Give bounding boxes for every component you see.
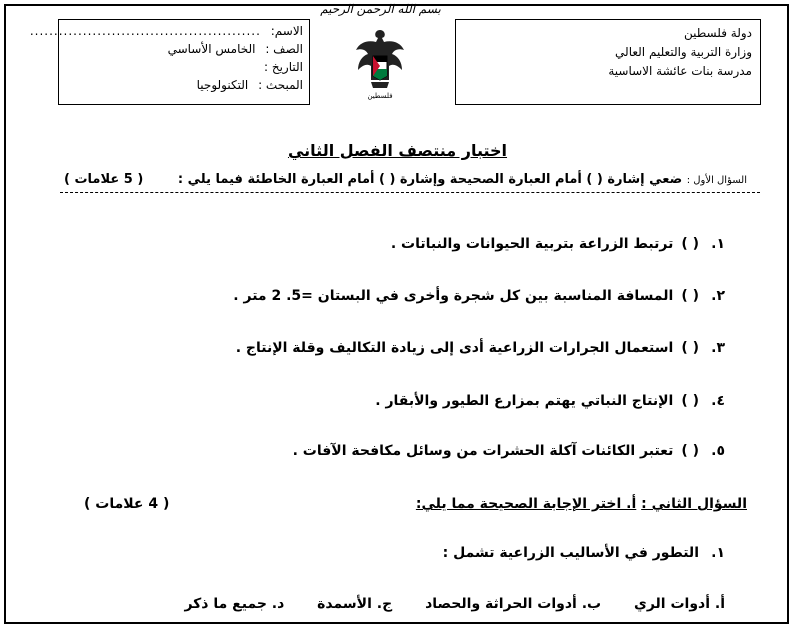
question1-item bbox=[233, 288, 725, 304]
subject-value: التكنولوجيا bbox=[196, 78, 249, 92]
subject-row bbox=[65, 78, 303, 96]
date-label: التاريخ : bbox=[263, 60, 303, 74]
question1-label: السؤال الأول : bbox=[686, 175, 747, 186]
palestine-eagle-emblem-icon bbox=[352, 22, 408, 102]
exam-title bbox=[0, 141, 795, 160]
answer-blank[interactable]: ( ) bbox=[681, 288, 699, 304]
question2-marks: ( 4 علامات ) bbox=[84, 496, 170, 512]
item-number: ٥. bbox=[711, 443, 725, 459]
class-label: الصف : bbox=[265, 42, 303, 56]
question1-item bbox=[375, 393, 725, 409]
question1-item bbox=[236, 340, 725, 356]
item-number: ١. bbox=[711, 236, 725, 252]
basmala: بسم الله الرحمن الرحيم bbox=[320, 2, 441, 16]
school-info-box bbox=[455, 19, 761, 105]
question2-heading bbox=[416, 496, 747, 512]
school-line: مدرسة بنات عائشة الاساسية bbox=[608, 64, 752, 78]
divider bbox=[60, 192, 760, 193]
subject-label: المبحث : bbox=[258, 78, 303, 92]
question2-instruction: أ. اختر الإجابة الصحيحة مما يلي: bbox=[415, 496, 637, 512]
question2-item bbox=[443, 545, 725, 561]
answer-blank[interactable]: ( ) bbox=[681, 340, 699, 356]
emblem-caption: فلسطين bbox=[367, 92, 393, 100]
question1-item bbox=[391, 236, 725, 252]
item-number: ٤. bbox=[711, 393, 725, 409]
question1-instruction: ضعي إشارة ( ) أمام العبارة الصحيحة وإشارة ( ) أمام العبارة الخاطئة فيما يلي : bbox=[177, 172, 683, 187]
class-value: الخامس الأساسي bbox=[167, 42, 256, 56]
item-number: ٢. bbox=[711, 288, 725, 304]
item-text: التطور في الأساليب الزراعية تشمل : bbox=[442, 545, 699, 561]
state-line: دولة فلسطين bbox=[683, 26, 752, 40]
name-label: الاسم: bbox=[270, 24, 303, 38]
question2-label: السؤال الثاني : bbox=[641, 496, 747, 512]
choice-b[interactable]: ب. أدوات الحراثة والحصاد bbox=[425, 596, 602, 612]
answer-blank[interactable]: ( ) bbox=[681, 236, 699, 252]
question1-marks: ( 5 علامات ) bbox=[64, 172, 144, 187]
question1-heading bbox=[178, 172, 747, 187]
item-text: ترتبط الزراعة بتربية الحيوانات والنباتات . bbox=[390, 236, 674, 252]
student-info-box bbox=[29, 19, 310, 105]
exam-title-text: اختبار منتصف الفصل الثاني bbox=[287, 141, 508, 160]
answer-blank[interactable]: ( ) bbox=[681, 443, 699, 459]
item-number: ١. bbox=[711, 545, 725, 561]
ministry-line: وزارة التربية والتعليم العالي bbox=[615, 45, 752, 59]
choice-a[interactable]: أ. أدوات الري bbox=[633, 596, 725, 612]
item-number: ٣. bbox=[711, 340, 725, 356]
name-row bbox=[29, 24, 303, 42]
answer-blank[interactable]: ( ) bbox=[681, 393, 699, 409]
item-text: المسافة المناسبة بين كل شجرة وأخرى في البستان =5. 2 متر . bbox=[233, 288, 674, 304]
name-value: ................................................ bbox=[29, 24, 261, 38]
question1-item bbox=[293, 443, 725, 459]
item-text: استعمال الجرارات الزراعية أدى إلى زيادة التكاليف وقلة الإنتاج . bbox=[235, 340, 674, 356]
item-text: تعتبر الكائنات آكلة الحشرات من وسائل مكافحة الآفات . bbox=[292, 443, 674, 459]
choice-d[interactable]: د. جميع ما ذكر bbox=[184, 596, 285, 612]
class-row bbox=[65, 42, 303, 60]
date-row bbox=[65, 60, 303, 78]
item-text: الإنتاج النباتي يهتم بمزارع الطيور والأبقار . bbox=[375, 393, 674, 409]
choice-c[interactable]: ج. الأسمدة bbox=[317, 596, 393, 612]
